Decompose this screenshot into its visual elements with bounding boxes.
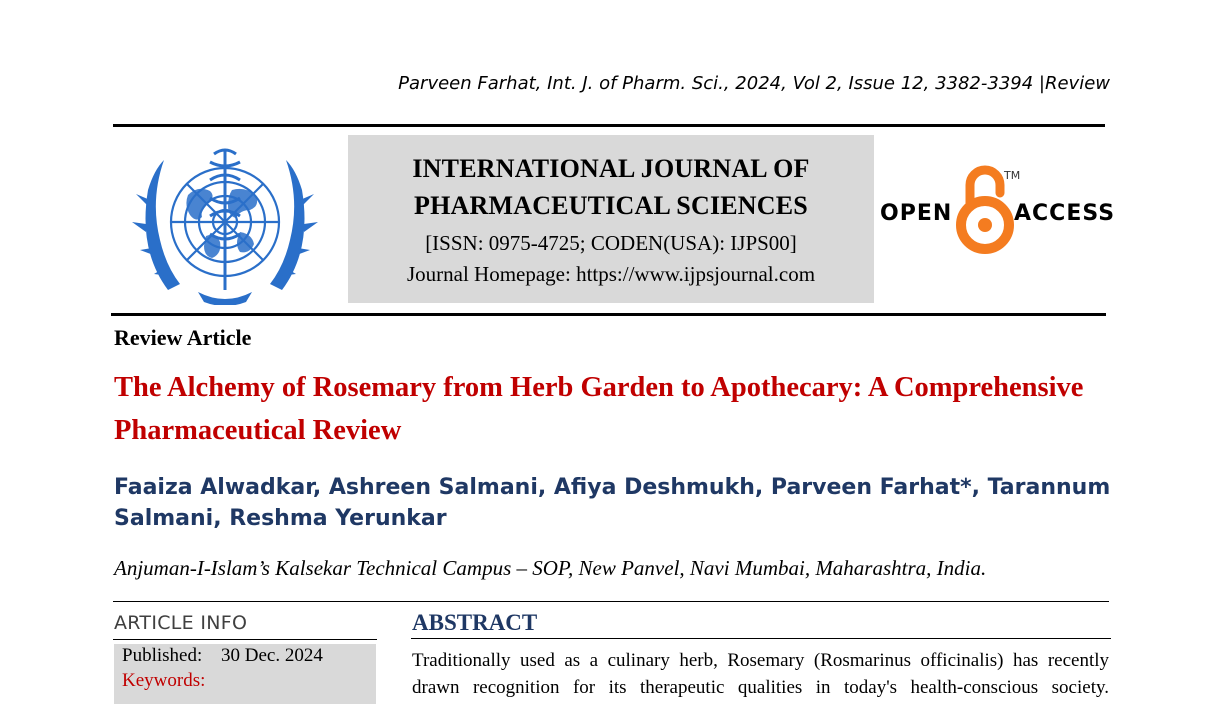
abstract-rule xyxy=(411,638,1111,639)
article-info-rule xyxy=(113,639,377,640)
issn-coden: [ISSN: 0975-4725; CODEN(USA): IJPS00] xyxy=(425,231,797,255)
open-label: OPEN xyxy=(880,201,953,226)
published-date: 30 Dec. 2024 xyxy=(220,645,323,666)
abstract-line-1: Traditionally used as a culinary herb, Rosemary (Rosmarinus officinalis) has recently xyxy=(412,650,1109,671)
affiliation-rule xyxy=(113,601,1109,602)
journal-title-line2: PHARMACEUTICAL SCIENCES xyxy=(414,191,808,220)
abstract-text xyxy=(412,647,1109,701)
article-type: Review Article xyxy=(114,325,252,350)
affiliation: Anjuman-I-Islam’s Kalsekar Technical Campus – SOP, New Panvel, Navi Mumbai, Maharashtra, India. xyxy=(114,556,987,580)
article-title: The Alchemy of Rosemary from Herb Garden to Apothecary: A Comprehensive Pharmaceutical Review xyxy=(114,372,1084,446)
abstract-heading: ABSTRACT xyxy=(412,610,538,635)
published-row xyxy=(122,645,323,667)
journal-masthead xyxy=(348,135,874,303)
abstract-line-2: drawn recognition for its therapeutic qualities in today's health-conscious society. xyxy=(412,677,1109,698)
article-info-box xyxy=(114,644,376,704)
author-list: Faaiza Alwadkar, Ashreen Salmani, Afiya Deshmukh, Parveen Farhat*, Tarannum Salmani, Reshma Yerunkar xyxy=(114,475,1111,531)
keywords-label: Keywords: xyxy=(122,670,206,691)
running-header: Parveen Farhat, Int. J. of Pharm. Sci., 2024, Vol 2, Issue 12, 3382-3394 |Review xyxy=(398,73,1110,94)
journal-homepage: Journal Homepage: https://www.ijpsjournal.com xyxy=(406,262,816,286)
top-rule xyxy=(113,124,1105,127)
access-label: ACCESS xyxy=(1014,201,1116,226)
published-label: Published: xyxy=(122,645,203,666)
globe-caduceus-icon xyxy=(128,140,322,305)
article-info-heading: ARTICLE INFO xyxy=(114,612,248,634)
journal-title-line1: INTERNATIONAL JOURNAL OF xyxy=(412,154,810,183)
masthead-bottom-rule xyxy=(111,313,1106,316)
journal-logo xyxy=(128,140,322,305)
open-access-logo xyxy=(880,163,1116,255)
trademark-symbol: TM xyxy=(1004,169,1021,182)
